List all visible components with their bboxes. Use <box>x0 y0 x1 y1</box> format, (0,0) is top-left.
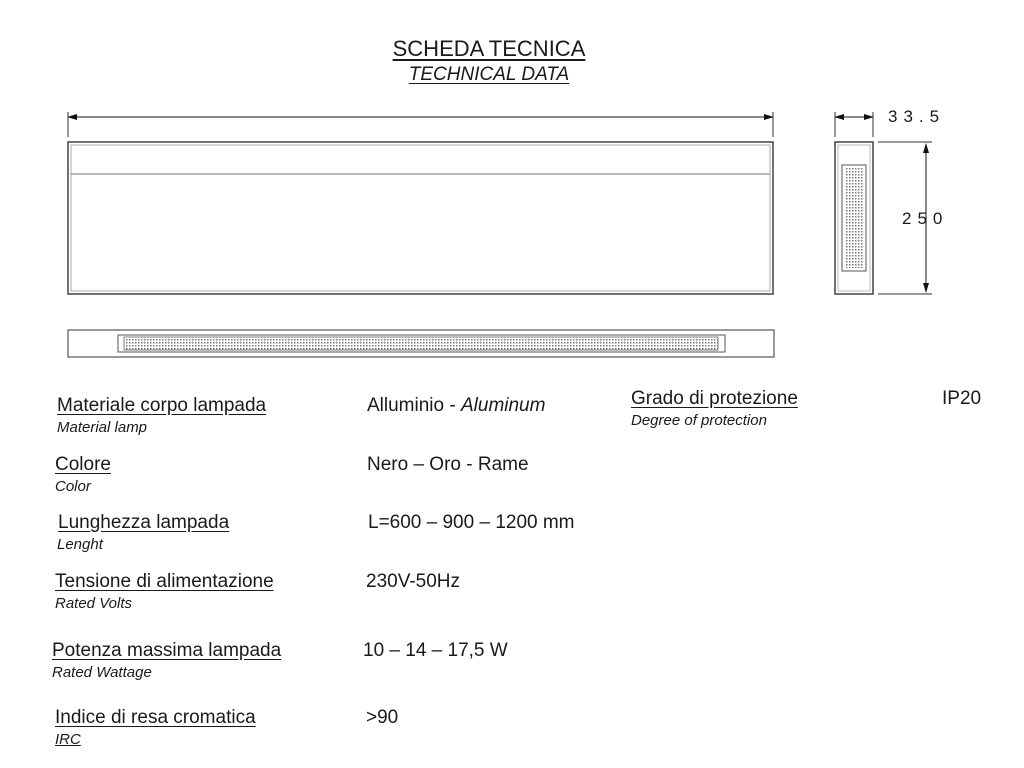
spec-label-color: Colore <box>55 454 111 475</box>
spec-sublabel-protection: Degree of protection <box>631 412 767 429</box>
spec-value-cri: >90 <box>366 707 399 728</box>
spec-label-voltage: Tensione di alimentazione <box>55 571 274 592</box>
spec-value-material: Alluminio - Aluminum <box>367 395 546 416</box>
bottom-view <box>68 330 774 357</box>
spec-label-cri: Indice di resa cromatica <box>55 707 256 728</box>
technical-drawing <box>0 0 1024 380</box>
spec-value-color: Nero – Oro - Rame <box>367 454 529 475</box>
side-width-dimension: 33.5 <box>888 107 946 126</box>
spec-sublabel-cri: IRC <box>55 731 81 748</box>
bottom-diffuser <box>124 337 718 350</box>
spec-sublabel-material: Material lamp <box>57 419 148 436</box>
spec-label-protection: Grado di protezione <box>631 388 798 409</box>
spec-sublabel-wattage: Rated Wattage <box>52 664 152 681</box>
side-view <box>835 112 932 294</box>
spec-label-wattage: Potenza massima lampada <box>52 640 282 661</box>
document-subtitle: TECHNICAL DATA <box>408 64 570 85</box>
spec-sublabel-color: Color <box>55 478 91 495</box>
spec-label-material: Materiale corpo lampada <box>57 395 267 416</box>
spec-value-voltage: 230V-50Hz <box>366 571 461 592</box>
document-title: SCHEDA TECNICA <box>392 36 586 61</box>
front-view <box>68 112 773 294</box>
spec-sublabel-voltage: Rated Volts <box>55 595 132 612</box>
side-height-dimension: 250 <box>902 209 949 228</box>
spec-value-length: L=600 – 900 – 1200 mm <box>368 512 575 533</box>
spec-label-length: Lunghezza lampada <box>58 512 230 533</box>
lamp-front-body <box>68 142 773 294</box>
spec-sublabel-length: Lenght <box>57 536 103 553</box>
spec-value-wattage: 10 – 14 – 17,5 W <box>363 640 508 661</box>
spec-value-protection: IP20 <box>942 388 982 409</box>
